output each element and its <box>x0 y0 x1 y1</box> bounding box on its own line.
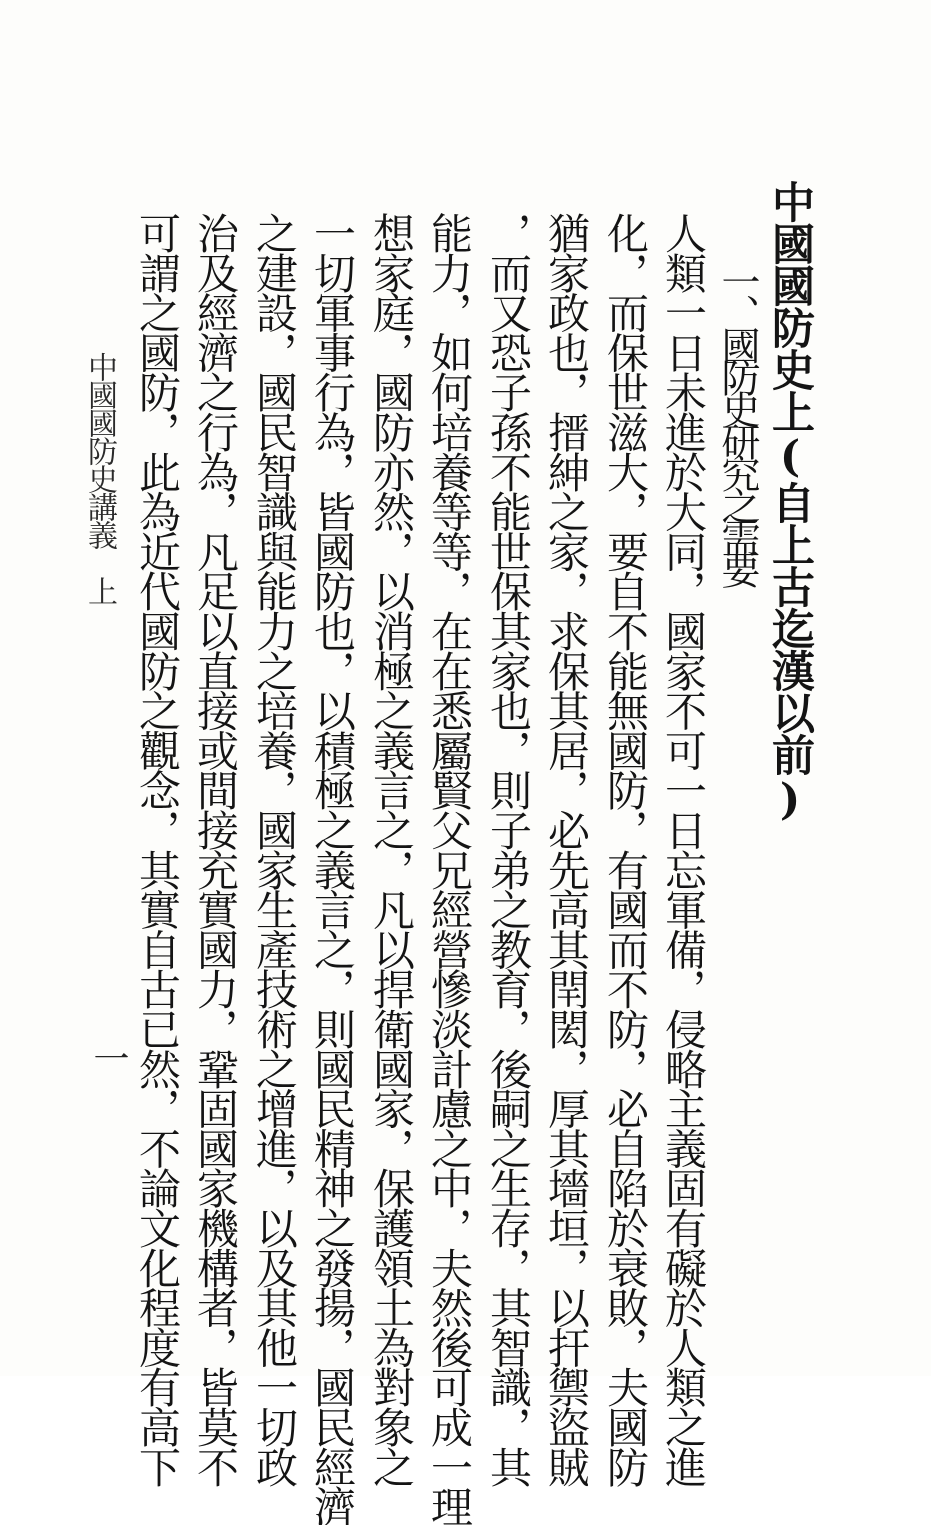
running-header: 中國國防史講義 上 <box>82 352 117 604</box>
body-line-8: 之建設，國民智識與能力之培養，國家生產技術之增進，以及其他一切政 <box>250 212 299 1486</box>
body-line-10: 可謂之國防，此為近代國防之觀念，其實自古已然，不論文化程度有高下 <box>133 212 182 1486</box>
body-line-3: 猶家政也，搢紳之家，求保其居，必先高其閈閎，厚其墻垣，以扞禦盜賊 <box>542 212 591 1486</box>
section-heading: 一、國防史研究之需要 <box>715 262 760 582</box>
body-line-5: 能力，如何培養等等，在在悉屬賢父兄經營慘淡計慮之中，夫然後可成一理 <box>425 212 474 1525</box>
body-line-9: 治及經濟之行為，凡足以直接或間接充實國力，鞏固國家機構者，皆莫不 <box>191 212 240 1486</box>
body-line-6: 想家庭，國防亦然，以消極之義言之，凡以捍衛國家，保護領土為對象之 <box>367 212 416 1486</box>
body-line-7: 一切軍事行為，皆國防也，以積極之義言之，則國民精神之發揚，國民經濟 <box>308 212 357 1525</box>
chapter-title: 中國國防史上(自上古迄漢以前) <box>765 180 815 824</box>
body-line-1: 人類一日未進於大同，國家不可一日忘軍備，侵略主義固有礙於人類之進 <box>659 212 708 1486</box>
page-number: 一 <box>88 1040 129 1076</box>
body-line-2: 化，而保世滋大，要自不能無國防，有國而不防，必自陷於衰敗，夫國防 <box>601 212 650 1486</box>
body-line-4: ，而又恐子孫不能世保其家也，則子弟之教育，後嗣之生存，其智識，其 <box>484 212 533 1486</box>
